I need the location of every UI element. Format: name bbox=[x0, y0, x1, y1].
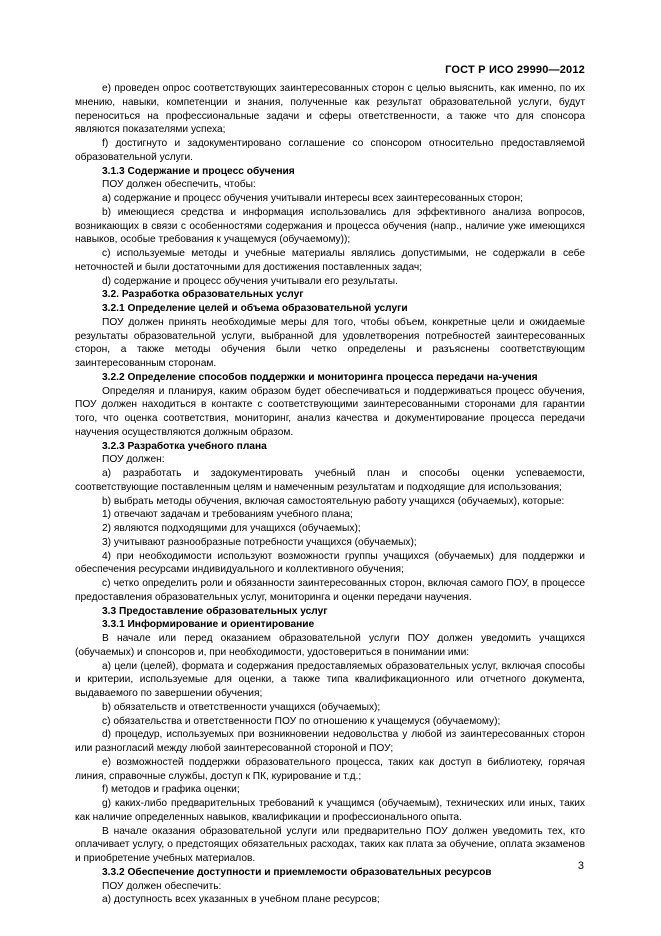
standard-header: ГОСТ Р ИСО 29990—2012 bbox=[445, 64, 585, 76]
paragraph: Определяя и планируя, каким образом будет обеспечиваться и поддерживаться процесс обучения, ПОУ должен находиться в контакте с соответствующими заинтересованными сторонами для гарантии того, что оценка соответствия, мониторинг, анализ качества и документирование процесса передачи научения осуществляются должным образом. bbox=[75, 385, 585, 438]
paragraph: ПОУ должен принять необходимые меры для того, чтобы объем, конкретные цели и ожидаемые результаты образовательной услуги, выбранной для удовлетворения потребностей заинтересованных сторон, а также методы обучения были четко определены и разъяснены соответствующим заинтересованным сторонам. bbox=[75, 316, 585, 369]
section-heading: 3.3.1 Информирование и ориентирование bbox=[102, 619, 315, 631]
paragraph: b) обязательств и ответственности учащихся (обучаемых); bbox=[102, 701, 381, 713]
paragraph: а) цели (целей), формата и содержания предоставляемых образовательных услуг, включая способы и критерии, используемые для оценки, а также типа квалификационного или отчетного документа, выдаваемого по завершении обучения; bbox=[75, 660, 585, 699]
page-number: 3 bbox=[577, 860, 584, 872]
paragraph: d) процедур, используемых при возникновении недовольства у любой из заинтересованных сторон или разногласий между любой заинтересованной стороной и ПОУ; bbox=[75, 729, 585, 754]
paragraph: 3) учитывают разнообразные потребности учащихся (обучаемых); bbox=[102, 536, 417, 548]
section-heading: 3.2.1 Определение целей и объема образовательной услуги bbox=[102, 303, 408, 314]
section-heading: 3.2. Разработка образовательных услуг bbox=[102, 289, 304, 301]
paragraph: ПОУ должен: bbox=[102, 454, 165, 466]
section-heading: 3.3.2 Обеспечение доступности и приемлемости образовательных ресурсов bbox=[102, 866, 492, 878]
paragraph: е) возможностей поддержки образовательного процесса, таких как доступ в библиотеку, горячая линия, справочные службы, доступ к ПК, курирование и т.д.; bbox=[75, 756, 585, 782]
paragraph: ПОУ должен обеспечить: bbox=[102, 880, 222, 892]
paragraph: g) каких-либо предварительных требований к учащимся (обучаемым), технических или иных, таких как наличие определенных навыков, квалификации и профессионального опыта. bbox=[75, 798, 585, 823]
paragraph: е) проведен опрос соответствующих заинтересованных сторон с целью выяснить, как именно, по их мнению, навыки, компетенции и знания, полученные как результат образовательной услуги, будут переноситься на профессиональные задачи и сферы ответственности, а также что для спонсора являются показателями успеха; bbox=[75, 83, 585, 136]
section-heading: 3.2.2 Определение способов поддержки и мониторинга процесса передачи на-учения bbox=[102, 371, 538, 383]
paragraph: В начале оказания образовательной услуги или предварительно ПОУ должен уведомить тех, кто оплачивает услугу, о предстоящих обязательных расходах, таких как плата за обучение, оплата экзаменов и приобретение учебных материалов. bbox=[75, 825, 585, 864]
paragraph: d) содержание и процесс обучения учитывали его результаты. bbox=[102, 275, 398, 287]
section-heading: 3.2.3 Разработка учебного плана bbox=[102, 440, 267, 452]
paragraph: а) доступность всех указанных в учебном плане ресурсов; bbox=[102, 894, 380, 906]
paragraph: ПОУ должен обеспечить, чтобы: bbox=[102, 179, 256, 191]
paragraph: b) выбрать методы обучения, включая самостоятельную работу учащихся (обучаемых), которые: bbox=[102, 495, 565, 507]
paragraph: 4) при необходимости используют возможности группы учащихся (обучаемых) для поддержки и обеспечения ресурсами индивидуального и коллективного обучения; bbox=[75, 550, 585, 576]
paragraph: f) методов и графика оценки; bbox=[102, 784, 240, 796]
paragraph: 1) отвечают задачам и требованиям учебного плана; bbox=[102, 509, 353, 521]
paragraph: а) содержание и процесс обучения учитывали интересы всех заинтересованных сторон; bbox=[102, 193, 523, 204]
section-heading: 3.1.3 Содержание и процесс обучения bbox=[102, 165, 295, 177]
paragraph: f) достигнуто и задокументировано соглашение со спонсором относительно предоставляемой образовательной услуги. bbox=[75, 138, 585, 163]
paragraph: 2) являются подходящими для учащихся (обучаемых); bbox=[102, 523, 361, 534]
paragraph: c) четко определить роли и обязанности заинтересованных сторон, включая самого ПОУ, в процессе предоставления образовательных услуг, мониторинга и оценки передачи научения. bbox=[75, 578, 585, 603]
paragraph: c) обязательства и ответственности ПОУ по отношению к учащемуся (обучаемому); bbox=[102, 715, 501, 727]
paragraph: В начале или перед оказанием образовательной услуги ПОУ должен уведомить учащихся (обучаемых) и спонсоров и, при необходимости, удостовериться в понимании ими: bbox=[75, 633, 585, 658]
paragraph: c) используемые методы и учебные материалы являлись допустимыми, не содержали в себе неточностей и были достаточными для достижения поставленных задач; bbox=[75, 248, 585, 273]
section-heading: 3.3 Предоставление образовательных услуг bbox=[102, 605, 328, 617]
document-body bbox=[75, 82, 585, 907]
paragraph: b) имеющиеся средства и информация использовались для эффективного анализа вопросов, возникающих в связи с особенностями содержания и процесса обучения (напр., наличие уже имеющихся навыков, особые требования к учащемуся (обучаемому)); bbox=[75, 206, 585, 246]
paragraph: а) разработать и задокументировать учебный план и способы оценки успеваемости, соответствующие поставленным целям и намеченным результатам и подходящие для использования; bbox=[75, 468, 585, 493]
